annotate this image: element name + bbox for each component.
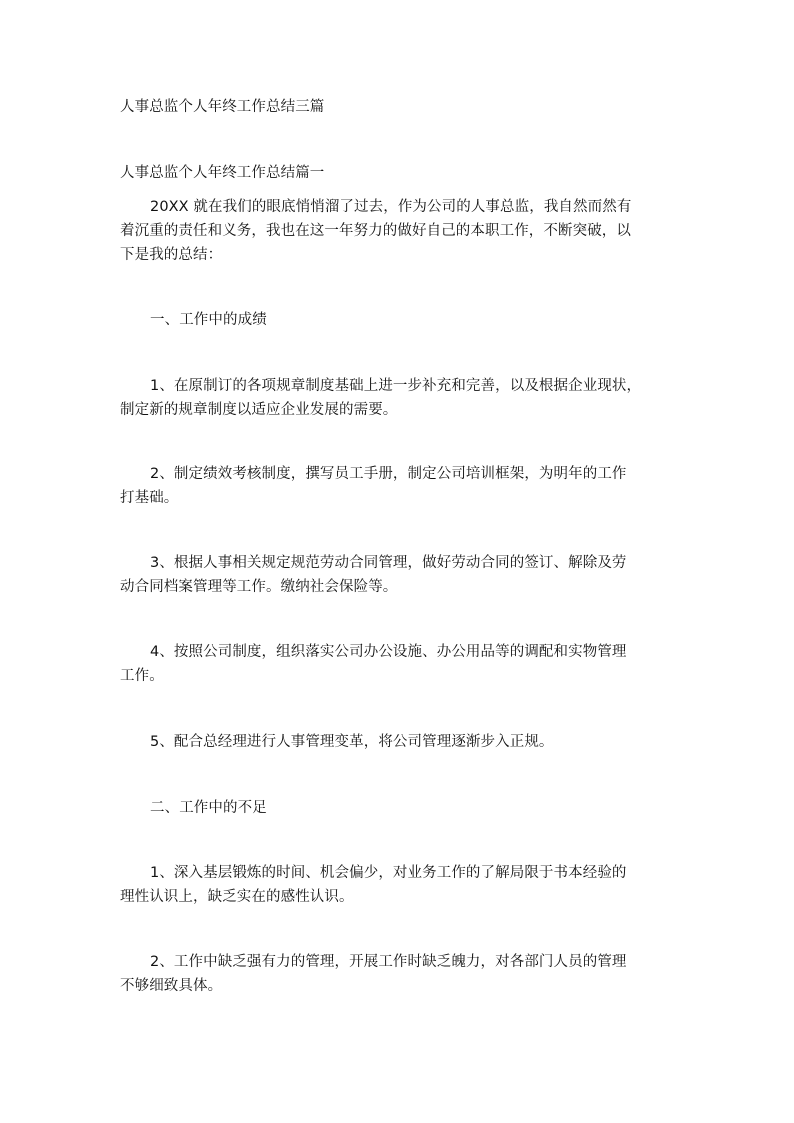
part2-heading: 二、工作中的不足 — [150, 800, 267, 816]
part1-item-4-line-2: 工作。 — [120, 668, 164, 684]
part1-item-1-line-1: 1、在原制订的各项规章制度基础上进一步补充和完善，以及根据企业现状， — [150, 378, 642, 394]
part1-item-3-line-1: 3、根据人事相关规定规范劳动合同管理，做好劳动合同的签订、解除及劳 — [150, 555, 627, 571]
part1-item-2-line-1: 2、制定绩效考核制度，撰写员工手册，制定公司培训框架，为明年的工作 — [150, 466, 627, 482]
intro-line-2: 着沉重的责任和义务，我也在这一年努力的做好自己的本职工作，不断突破，以 — [120, 223, 631, 239]
section-heading: 人事总监个人年终工作总结篇一 — [120, 165, 325, 181]
part1-item-1-line-2: 制定新的规章制度以适应企业发展的需要。 — [120, 402, 398, 418]
part1-item-3-line-2: 动合同档案管理等工作。缴纳社会保险等。 — [120, 579, 398, 595]
part2-item-2-line-1: 2、工作中缺乏强有力的管理，开展工作时缺乏魄力，对各部门人员的管理 — [150, 954, 627, 970]
part1-heading: 一、工作中的成绩 — [150, 312, 267, 328]
intro-line-1: 20XX 就在我们的眼底悄悄溜了过去，作为公司的人事总监，我自然而然有 — [150, 199, 632, 215]
part2-item-1-line-1: 1、深入基层锻炼的时间、机会偏少，对业务工作的了解局限于书本经验的 — [150, 865, 627, 881]
intro-line-3: 下是我的总结： — [120, 247, 223, 263]
part2-item-2-line-2: 不够细致具体。 — [120, 978, 223, 994]
part1-item-2-line-2: 打基础。 — [120, 490, 179, 506]
part1-item-5-line-1: 5、配合总经理进行人事管理变革，将公司管理逐渐步入正规。 — [150, 734, 554, 750]
part2-item-1-line-2: 理性认识上，缺乏实在的感性认识。 — [120, 889, 354, 905]
document-title: 人事总监个人年终工作总结三篇 — [120, 99, 325, 115]
part1-item-4-line-1: 4、按照公司制度，组织落实公司办公设施、办公用品等的调配和实物管理 — [150, 644, 627, 660]
